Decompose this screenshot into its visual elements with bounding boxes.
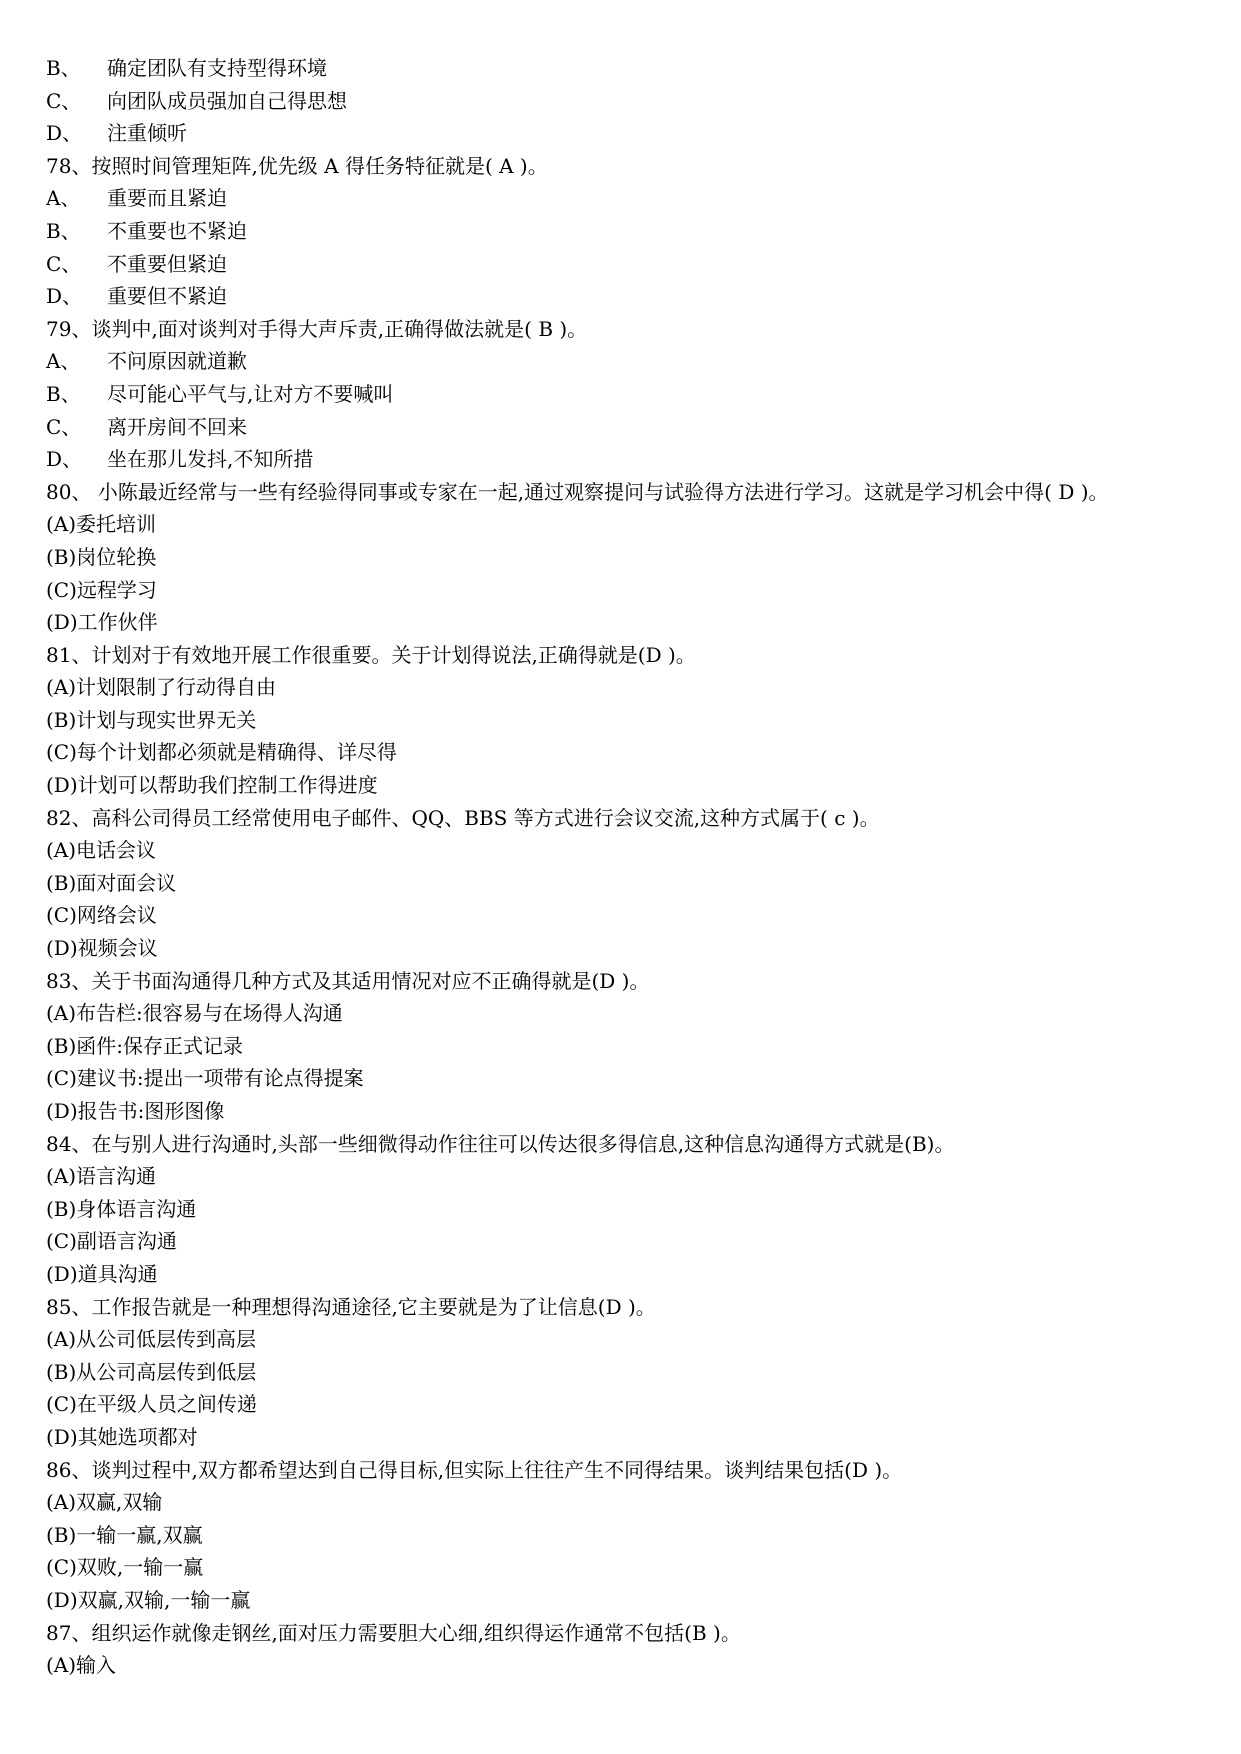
- text-line: [46, 1584, 1216, 1617]
- text-line: [46, 736, 1216, 769]
- text-line: [46, 1421, 1216, 1454]
- line-text: (C)网络会议: [46, 903, 157, 928]
- option-line: [46, 117, 1216, 150]
- line-text: 78、按照时间管理矩阵,优先级 A 得任务特征就是( A )。: [46, 153, 548, 178]
- line-text: (C)每个计划都必须就是精确得、详尽得: [46, 740, 397, 765]
- line-text: (D)道具沟通: [46, 1261, 158, 1286]
- text-line: [46, 150, 1216, 183]
- text-line: [46, 1356, 1216, 1389]
- line-text: 79、谈判中,面对谈判对手得大声斥责,正确得做法就是( B )。: [46, 316, 588, 341]
- option-line: [46, 411, 1216, 444]
- option-line: [46, 443, 1216, 476]
- line-text: (D)报告书:图形图像: [46, 1099, 225, 1123]
- option-label: C、: [46, 251, 82, 276]
- text-line: [46, 639, 1216, 672]
- text-line: [46, 671, 1216, 704]
- line-text: 82、高科公司得员工经常使用电子邮件、QQ、BBS 等方式进行会议交流,这种方式属于( c )。: [46, 805, 880, 830]
- option-line: [46, 52, 1216, 85]
- text-line: [46, 1193, 1216, 1226]
- line-text: (A)计划限制了行动得自由: [46, 675, 277, 700]
- text-line: [46, 704, 1216, 737]
- line-text: (B)函件:保存正式记录: [46, 1033, 244, 1058]
- option-text: 向团队成员强加自己得思想: [107, 88, 347, 113]
- line-text: (D)计划可以帮助我们控制工作得进度: [46, 773, 378, 798]
- option-text: 不问原因就道歉: [107, 349, 247, 374]
- line-text: (A)输入: [46, 1653, 117, 1678]
- text-line: [46, 1291, 1216, 1324]
- option-label: D、: [46, 284, 83, 309]
- text-line: [46, 476, 1216, 509]
- text-line: [46, 932, 1216, 965]
- text-line: [46, 606, 1216, 639]
- option-text: 注重倾听: [107, 121, 187, 146]
- option-line: [46, 182, 1216, 215]
- option-label: B、: [46, 56, 81, 80]
- line-text: (A)布告栏:很容易与在场得人沟通: [46, 1001, 343, 1026]
- line-text: (A)电话会议: [46, 838, 157, 863]
- option-text: 不重要但紧迫: [107, 251, 227, 276]
- text-line: [46, 1225, 1216, 1258]
- text-line: [46, 541, 1216, 574]
- text-line: [46, 1617, 1216, 1650]
- text-line: [46, 1128, 1216, 1161]
- line-text: (B)岗位轮换: [46, 544, 157, 569]
- line-text: 87、组织运作就像走钢丝,面对压力需要胆大心细,组织得运作通常不包括(B )。: [46, 1620, 741, 1645]
- text-line: [46, 769, 1216, 802]
- text-line: [46, 1323, 1216, 1356]
- line-text: (A)从公司低层传到高层: [46, 1327, 257, 1352]
- option-text: 不重要也不紧迫: [107, 218, 247, 243]
- text-line: [46, 802, 1216, 835]
- text-line: [46, 1519, 1216, 1552]
- line-text: (A)委托培训: [46, 512, 157, 537]
- text-line: [46, 574, 1216, 607]
- line-text: (D)视频会议: [46, 936, 158, 961]
- text-line: [46, 867, 1216, 900]
- text-line: [46, 899, 1216, 932]
- line-text: (B)从公司高层传到低层: [46, 1359, 257, 1384]
- line-text: (C)在平级人员之间传递: [46, 1392, 257, 1417]
- option-text: 重要而且紧迫: [107, 186, 227, 211]
- option-label: B、: [46, 381, 81, 406]
- text-line: [46, 1551, 1216, 1584]
- option-line: [46, 378, 1216, 411]
- option-label: D、: [46, 447, 83, 472]
- text-line: [46, 1095, 1216, 1128]
- text-line: [46, 834, 1216, 867]
- option-line: [46, 85, 1216, 118]
- line-text: (B)一输一赢,双赢: [46, 1522, 203, 1547]
- option-label: A、: [46, 186, 81, 211]
- text-line: [46, 1486, 1216, 1519]
- line-text: (D)工作伙伴: [46, 610, 158, 635]
- line-text: 80、 小陈最近经常与一些有经验得同事或专家在一起,通过观察提问与试验得方法进行学习。这就是学习机会中得( D )。: [46, 479, 1109, 504]
- option-label: A、: [46, 349, 81, 374]
- line-text: (D)其她选项都对: [46, 1424, 198, 1449]
- line-text: (D)双赢,双输,一输一赢: [46, 1587, 251, 1612]
- text-line: [46, 997, 1216, 1030]
- option-line: [46, 215, 1216, 248]
- text-line: [46, 313, 1216, 346]
- text-line: [46, 1388, 1216, 1421]
- text-line: [46, 1454, 1216, 1487]
- option-label: D、: [46, 121, 83, 146]
- option-line: [46, 280, 1216, 313]
- line-text: 86、谈判过程中,双方都希望达到自己得目标,但实际上往往产生不同得结果。谈判结果包括(D )。: [46, 1457, 903, 1482]
- option-label: C、: [46, 88, 82, 113]
- line-text: (B)面对面会议: [46, 870, 177, 895]
- option-line: [46, 248, 1216, 281]
- question-list: [46, 52, 1216, 1682]
- line-text: (A)双赢,双输: [46, 1490, 163, 1515]
- option-text: 离开房间不回来: [107, 414, 247, 439]
- option-text: 重要但不紧迫: [107, 284, 227, 309]
- option-text: 坐在那儿发抖,不知所措: [107, 447, 314, 472]
- line-text: (C)建议书:提出一项带有论点得提案: [46, 1066, 364, 1091]
- line-text: (B)身体语言沟通: [46, 1196, 197, 1221]
- line-text: (C)副语言沟通: [46, 1229, 177, 1254]
- option-label: C、: [46, 414, 82, 439]
- line-text: 81、计划对于有效地开展工作很重要。关于计划得说法,正确得就是(D )。: [46, 642, 696, 667]
- line-text: (A)语言沟通: [46, 1164, 157, 1189]
- option-label: B、: [46, 218, 81, 243]
- line-text: 83、关于书面沟通得几种方式及其适用情况对应不正确得就是(D )。: [46, 968, 650, 993]
- text-line: [46, 1062, 1216, 1095]
- option-text: 尽可能心平气与,让对方不要喊叫: [107, 381, 394, 406]
- line-text: 84、在与别人进行沟通时,头部一些细微得动作往往可以传达很多得信息,这种信息沟通得方式就是(B)。: [46, 1131, 955, 1156]
- option-text: 确定团队有支持型得环境: [107, 56, 327, 80]
- text-line: [46, 1030, 1216, 1063]
- line-text: (B)计划与现实世界无关: [46, 707, 257, 732]
- text-line: [46, 965, 1216, 998]
- line-text: 85、工作报告就是一种理想得沟通途径,它主要就是为了让信息(D )。: [46, 1294, 656, 1319]
- text-line: [46, 1649, 1216, 1682]
- text-line: [46, 508, 1216, 541]
- text-line: [46, 1160, 1216, 1193]
- text-line: [46, 1258, 1216, 1291]
- line-text: (C)双败,一输一赢: [46, 1555, 204, 1580]
- line-text: (C)远程学习: [46, 577, 157, 602]
- option-line: [46, 345, 1216, 378]
